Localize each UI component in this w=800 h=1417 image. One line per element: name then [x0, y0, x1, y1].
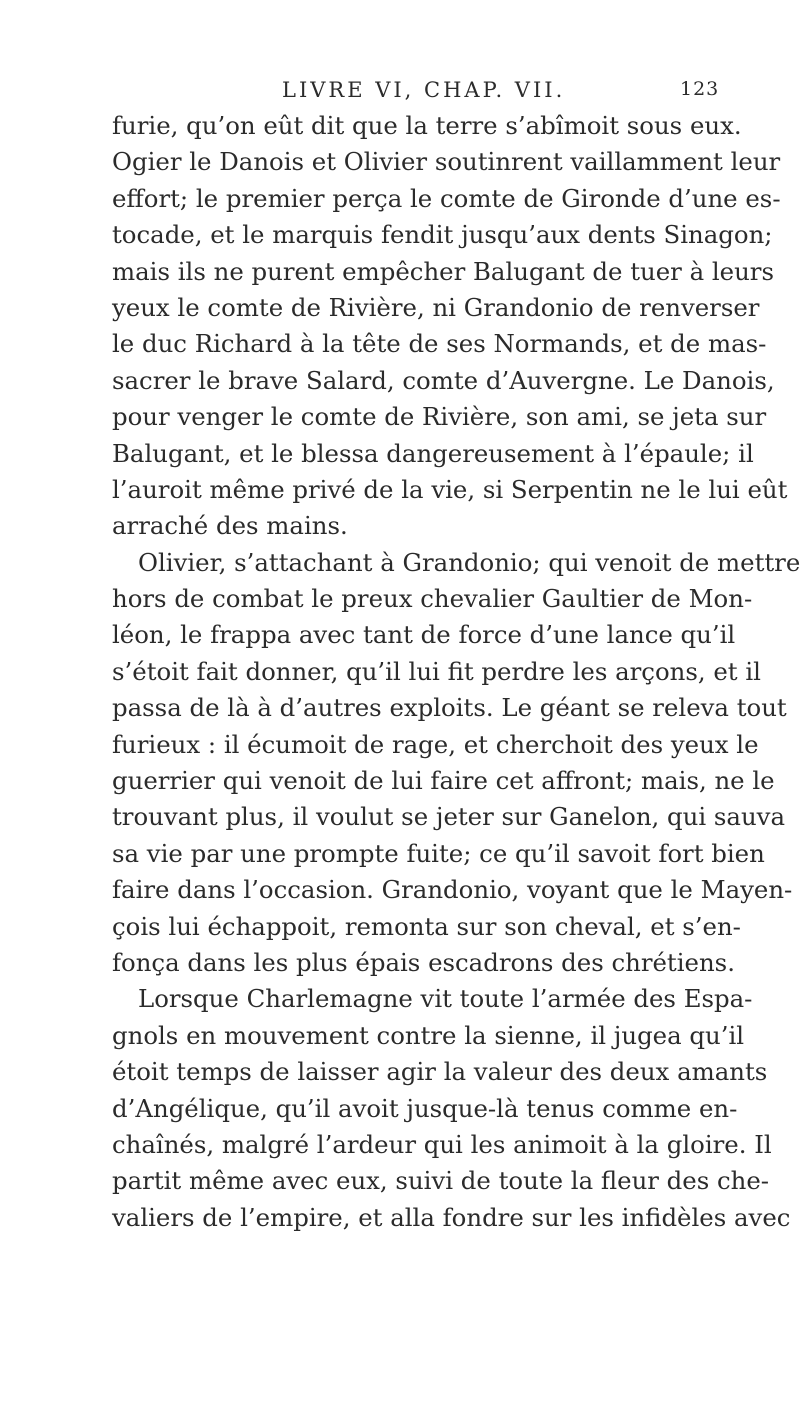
text-line: furieux : il écumoit de rage, et cherchoit des yeux le [112, 729, 759, 759]
text-line: faire dans l’occasion. Grandonio, voyant que le Mayen- [112, 875, 793, 905]
text-line: guerrier qui venoit de lui faire cet affront; mais, ne le [112, 766, 775, 796]
text-line: furie, qu’on eût dit que la terre s’abîmoit sous eux. [112, 111, 742, 140]
text-line: hors de combat le preux chevalier Gaultier de Mon- [112, 584, 753, 614]
text-line: effort; le premier perça le comte de Gironde d’une es- [112, 183, 781, 213]
text-line: mais ils ne purent empêcher Balugant de tuer à leurs [112, 256, 774, 286]
text-line: passa de là à d’autres exploits. Le géant se releva tout [112, 693, 787, 723]
text-line: gnols en mouvement contre la sienne, il jugea qu’il [112, 1020, 745, 1050]
text-line: trouvant plus, il voulut se jeter sur Ganelon, qui sauva [112, 802, 785, 832]
text-line: Olivier, s’attachant à Grandonio; qui venoit de mettre [138, 547, 800, 577]
text-line: fonça dans les plus épais escadrons des chrétiens. [112, 947, 735, 977]
text-line: Ogier le Danois et Olivier soutinrent vaillamment leur [112, 147, 781, 177]
text-line: tocade, et le marquis fendit jusqu’aux dents Sinagon; [112, 220, 773, 250]
text-line: sa vie par une prompte fuite; ce qu’il savoit fort bien [112, 838, 765, 868]
text-line: partit même avec eux, suivi de toute la fleur des che- [112, 1166, 770, 1196]
text-line: étoit temps de laisser agir la valeur des deux amants [112, 1057, 768, 1087]
text-line: l’auroit même privé de la vie, si Serpentin ne le lui eût [112, 474, 788, 504]
text-line: d’Angélique, qu’il avoit jusque-là tenus comme en- [112, 1093, 738, 1123]
text-line: yeux le comte de Rivière, ni Grandonio de renverser [112, 292, 760, 322]
running-title: LIVRE VI, CHAP. VII. [282, 78, 566, 102]
text-line: çois lui échappoit, remonta sur son cheval, et s’en- [112, 911, 741, 941]
text-line: valiers de l’empire, et alla fondre sur les infidèles avec [112, 1202, 791, 1232]
text-line: s’étoit fait donner, qu’il lui fit perdre les arçons, et il [112, 656, 761, 686]
text-line: sacrer le brave Salard, comte d’Auvergne. Le Danois, [112, 365, 775, 395]
text-line: pour venger le comte de Rivière, son ami, se jeta sur [112, 402, 767, 432]
page-number: 123 [680, 78, 720, 100]
text-line: chaînés, malgré l’ardeur qui les animoit à la gloire. Il [112, 1129, 772, 1159]
text-line: léon, le frappa avec tant de force d’une lance qu’il [112, 620, 736, 650]
body-text [112, 108, 800, 1236]
running-head [0, 78, 800, 108]
text-line: arraché des mains. [112, 511, 348, 541]
text-line: Lorsque Charlemagne vit toute l’armée des Espa- [138, 984, 753, 1014]
text-line: Balugant, et le blessa dangereusement à l’épaule; il [112, 438, 754, 468]
text-line: le duc Richard à la tête de ses Normands, et de mas- [112, 329, 767, 359]
